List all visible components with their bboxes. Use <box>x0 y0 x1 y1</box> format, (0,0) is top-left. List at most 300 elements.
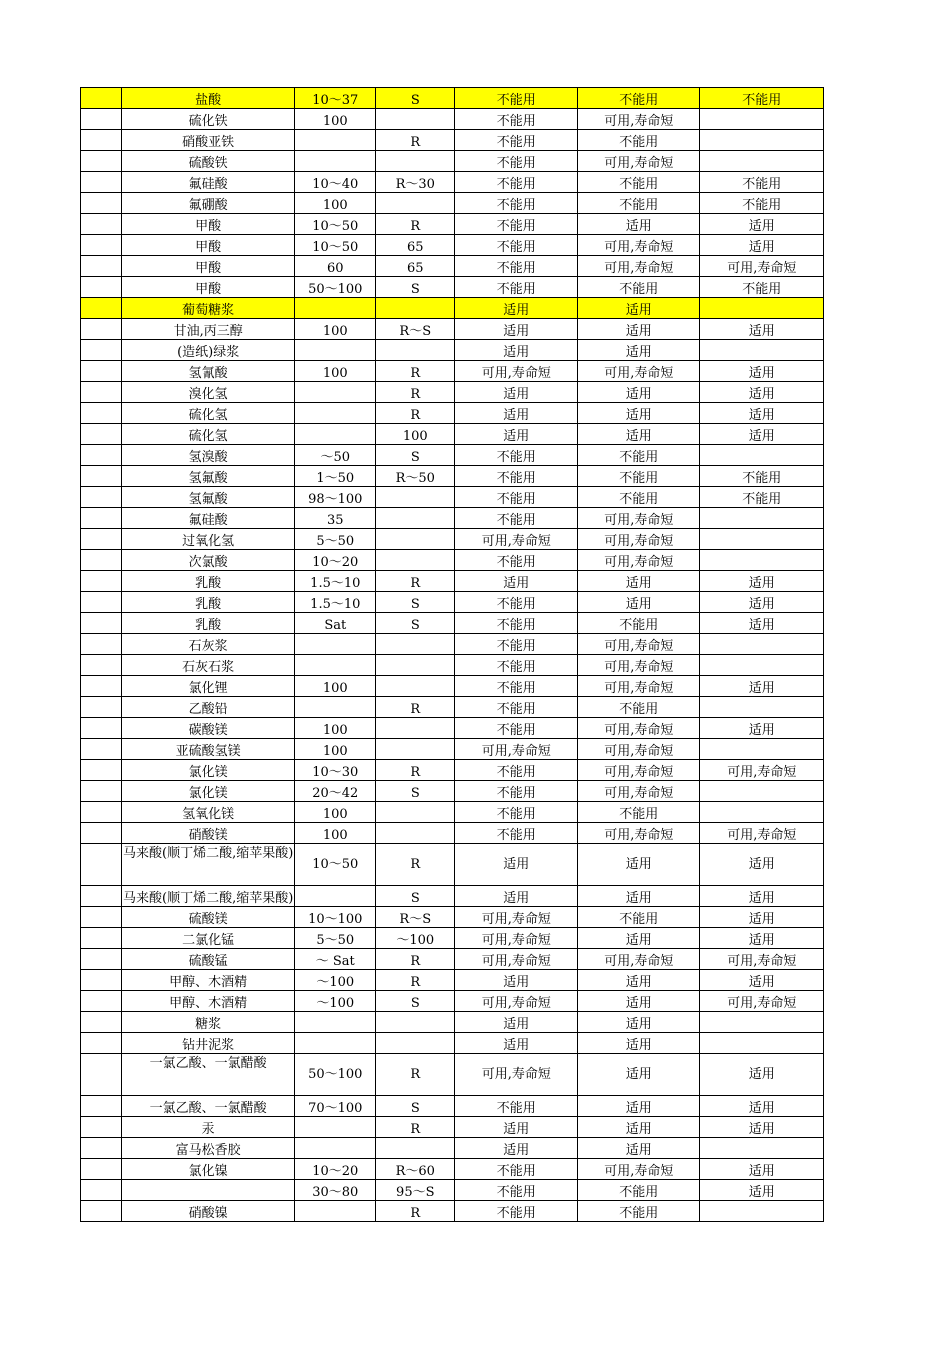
row-marker-cell <box>81 298 122 319</box>
table-row <box>81 676 824 697</box>
material-b-rating-cell: 不能用 <box>578 1201 700 1222</box>
temperature-cell <box>376 193 455 214</box>
concentration-cell: 10～50 <box>295 844 376 886</box>
chemical-name-cell: 盐酸 <box>122 88 295 109</box>
concentration-cell: 1.5～10 <box>295 592 376 613</box>
temperature-cell <box>376 823 455 844</box>
temperature-cell: S <box>376 991 455 1012</box>
table-row <box>81 193 824 214</box>
concentration-cell: 100 <box>295 718 376 739</box>
concentration-cell <box>295 634 376 655</box>
material-c-rating-cell: 适用 <box>700 235 824 256</box>
material-c-rating-cell: 适用 <box>700 403 824 424</box>
material-a-rating-cell: 可用,寿命短 <box>455 907 578 928</box>
row-marker-cell <box>81 466 122 487</box>
concentration-cell: 35 <box>295 508 376 529</box>
material-c-rating-cell <box>700 508 824 529</box>
row-marker-cell <box>81 130 122 151</box>
row-marker-cell <box>81 571 122 592</box>
concentration-cell: ～100 <box>295 991 376 1012</box>
material-a-rating-cell: 适用 <box>455 424 578 445</box>
material-b-rating-cell: 不能用 <box>578 445 700 466</box>
material-c-rating-cell: 适用 <box>700 718 824 739</box>
temperature-cell: R <box>376 571 455 592</box>
chemical-name-cell: 汞 <box>122 1117 295 1138</box>
table-row <box>81 130 824 151</box>
row-marker-cell <box>81 676 122 697</box>
chemical-name-cell: 硫化氢 <box>122 424 295 445</box>
concentration-cell: 10～100 <box>295 907 376 928</box>
concentration-cell: 100 <box>295 739 376 760</box>
chemical-name-cell: 乳酸 <box>122 571 295 592</box>
temperature-cell: S <box>376 781 455 802</box>
material-a-rating-cell: 不能用 <box>455 277 578 298</box>
material-a-rating-cell: 不能用 <box>455 130 578 151</box>
row-marker-cell <box>81 1033 122 1054</box>
material-a-rating-cell: 适用 <box>455 844 578 886</box>
row-marker-cell <box>81 718 122 739</box>
row-marker-cell <box>81 634 122 655</box>
concentration-cell: 98～100 <box>295 487 376 508</box>
material-a-rating-cell: 适用 <box>455 970 578 991</box>
table-row <box>81 424 824 445</box>
material-b-rating-cell: 适用 <box>578 1033 700 1054</box>
concentration-cell: 50～100 <box>295 1054 376 1096</box>
table-row <box>81 739 824 760</box>
chemical-name-cell: 硝酸镍 <box>122 1201 295 1222</box>
table-row <box>81 151 824 172</box>
concentration-cell: 50～100 <box>295 277 376 298</box>
table-row <box>81 1117 824 1138</box>
table-row <box>81 697 824 718</box>
material-a-rating-cell: 可用,寿命短 <box>455 949 578 970</box>
material-c-rating-cell: 适用 <box>700 1117 824 1138</box>
material-b-rating-cell: 可用,寿命短 <box>578 361 700 382</box>
table-row <box>81 382 824 403</box>
concentration-cell <box>295 886 376 907</box>
table-row <box>81 508 824 529</box>
material-b-rating-cell: 适用 <box>578 403 700 424</box>
material-compatibility-table <box>80 87 824 1222</box>
material-b-rating-cell: 适用 <box>578 319 700 340</box>
material-b-rating-cell: 不能用 <box>578 130 700 151</box>
table-row <box>81 88 824 109</box>
material-b-rating-cell: 适用 <box>578 214 700 235</box>
temperature-cell: S <box>376 613 455 634</box>
row-marker-cell <box>81 655 122 676</box>
material-b-rating-cell: 适用 <box>578 991 700 1012</box>
material-a-rating-cell: 不能用 <box>455 613 578 634</box>
material-a-rating-cell: 不能用 <box>455 235 578 256</box>
material-b-rating-cell: 不能用 <box>578 697 700 718</box>
temperature-cell <box>376 1012 455 1033</box>
material-c-rating-cell: 适用 <box>700 592 824 613</box>
table-row <box>81 340 824 361</box>
table-row <box>81 1159 824 1180</box>
material-b-rating-cell: 可用,寿命短 <box>578 760 700 781</box>
material-a-rating-cell: 不能用 <box>455 802 578 823</box>
chemical-name-cell: 硫酸铁 <box>122 151 295 172</box>
temperature-cell: R <box>376 949 455 970</box>
temperature-cell: R <box>376 214 455 235</box>
temperature-cell: R <box>376 403 455 424</box>
material-a-rating-cell: 可用,寿命短 <box>455 991 578 1012</box>
material-c-rating-cell: 可用,寿命短 <box>700 760 824 781</box>
material-c-rating-cell: 不能用 <box>700 172 824 193</box>
chemical-name-cell: 过氧化氢 <box>122 529 295 550</box>
chemical-name-cell: 乙酸铅 <box>122 697 295 718</box>
table-row <box>81 550 824 571</box>
chemical-name-cell: 氢氟酸 <box>122 466 295 487</box>
table-row <box>81 319 824 340</box>
material-b-rating-cell: 不能用 <box>578 907 700 928</box>
chemical-name-cell: 石灰石浆 <box>122 655 295 676</box>
chemical-name-cell: 一氯乙酸、一氯醋酸 <box>122 1096 295 1117</box>
row-marker-cell <box>81 781 122 802</box>
row-marker-cell <box>81 886 122 907</box>
table-row <box>81 256 824 277</box>
temperature-cell: R <box>376 1117 455 1138</box>
material-c-rating-cell: 适用 <box>700 1180 824 1201</box>
table-row <box>81 949 824 970</box>
temperature-cell: 95～S <box>376 1180 455 1201</box>
row-marker-cell <box>81 508 122 529</box>
chemical-name-cell: (造纸)绿浆 <box>122 340 295 361</box>
concentration-cell: 100 <box>295 361 376 382</box>
temperature-cell: R～S <box>376 319 455 340</box>
row-marker-cell <box>81 235 122 256</box>
table-row <box>81 235 824 256</box>
table-row <box>81 634 824 655</box>
temperature-cell: 65 <box>376 256 455 277</box>
temperature-cell <box>376 802 455 823</box>
material-a-rating-cell: 不能用 <box>455 508 578 529</box>
material-a-rating-cell: 可用,寿命短 <box>455 361 578 382</box>
temperature-cell <box>376 151 455 172</box>
chemical-name-cell: 马来酸(顺丁烯二酸,缩苹果酸) <box>122 886 295 907</box>
row-marker-cell <box>81 613 122 634</box>
table-row <box>81 886 824 907</box>
concentration-cell <box>295 655 376 676</box>
row-marker-cell <box>81 487 122 508</box>
material-a-rating-cell: 不能用 <box>455 634 578 655</box>
chemical-name-cell: 石灰浆 <box>122 634 295 655</box>
concentration-cell <box>295 130 376 151</box>
temperature-cell: R <box>376 130 455 151</box>
material-c-rating-cell: 不能用 <box>700 466 824 487</box>
row-marker-cell <box>81 1201 122 1222</box>
table-row <box>81 1012 824 1033</box>
row-marker-cell <box>81 340 122 361</box>
concentration-cell: 10～50 <box>295 214 376 235</box>
material-a-rating-cell: 不能用 <box>455 823 578 844</box>
material-a-rating-cell: 不能用 <box>455 88 578 109</box>
material-a-rating-cell: 适用 <box>455 1138 578 1159</box>
row-marker-cell <box>81 760 122 781</box>
table-row <box>81 277 824 298</box>
table-row <box>81 718 824 739</box>
chemical-name-cell: 马来酸(顺丁烯二酸,缩苹果酸) <box>122 844 295 886</box>
material-b-rating-cell: 可用,寿命短 <box>578 781 700 802</box>
material-b-rating-cell: 适用 <box>578 970 700 991</box>
material-b-rating-cell: 不能用 <box>578 802 700 823</box>
material-a-rating-cell: 不能用 <box>455 445 578 466</box>
material-c-rating-cell <box>700 529 824 550</box>
table-row <box>81 1201 824 1222</box>
material-c-rating-cell: 不能用 <box>700 193 824 214</box>
temperature-cell: S <box>376 1096 455 1117</box>
table-row <box>81 214 824 235</box>
temperature-cell: R～60 <box>376 1159 455 1180</box>
chemical-name-cell: 硝酸亚铁 <box>122 130 295 151</box>
table-row <box>81 655 824 676</box>
chemical-name-cell: 溴化氢 <box>122 382 295 403</box>
row-marker-cell <box>81 907 122 928</box>
chemical-name-cell: 甲酸 <box>122 256 295 277</box>
row-marker-cell <box>81 1138 122 1159</box>
material-c-rating-cell: 适用 <box>700 844 824 886</box>
chemical-name-cell: 甘油,丙三醇 <box>122 319 295 340</box>
chemical-name-cell: 氢溴酸 <box>122 445 295 466</box>
chemical-name-cell: 乳酸 <box>122 592 295 613</box>
material-b-rating-cell: 可用,寿命短 <box>578 151 700 172</box>
material-a-rating-cell: 不能用 <box>455 151 578 172</box>
material-b-rating-cell: 可用,寿命短 <box>578 949 700 970</box>
row-marker-cell <box>81 697 122 718</box>
material-b-rating-cell: 可用,寿命短 <box>578 655 700 676</box>
concentration-cell: 100 <box>295 319 376 340</box>
material-b-rating-cell: 可用,寿命短 <box>578 529 700 550</box>
chemical-name-cell <box>122 1180 295 1201</box>
row-marker-cell <box>81 1012 122 1033</box>
concentration-cell <box>295 382 376 403</box>
table-row <box>81 781 824 802</box>
material-c-rating-cell <box>700 550 824 571</box>
row-marker-cell <box>81 823 122 844</box>
temperature-cell: R～S <box>376 907 455 928</box>
material-c-rating-cell: 适用 <box>700 424 824 445</box>
material-c-rating-cell <box>700 739 824 760</box>
concentration-cell: 100 <box>295 823 376 844</box>
material-a-rating-cell: 不能用 <box>455 193 578 214</box>
material-a-rating-cell: 不能用 <box>455 109 578 130</box>
temperature-cell: R～50 <box>376 466 455 487</box>
material-c-rating-cell <box>700 130 824 151</box>
concentration-cell: ～50 <box>295 445 376 466</box>
row-marker-cell <box>81 802 122 823</box>
material-a-rating-cell: 不能用 <box>455 214 578 235</box>
chemical-name-cell: 乳酸 <box>122 613 295 634</box>
chemical-name-cell: 氢氧化镁 <box>122 802 295 823</box>
material-a-rating-cell: 适用 <box>455 319 578 340</box>
chemical-name-cell: 碳酸镁 <box>122 718 295 739</box>
row-marker-cell <box>81 739 122 760</box>
concentration-cell <box>295 1012 376 1033</box>
chemical-name-cell: 葡萄糖浆 <box>122 298 295 319</box>
row-marker-cell <box>81 991 122 1012</box>
row-marker-cell <box>81 928 122 949</box>
temperature-cell: S <box>376 592 455 613</box>
material-b-rating-cell: 不能用 <box>578 193 700 214</box>
material-a-rating-cell: 不能用 <box>455 487 578 508</box>
material-a-rating-cell: 不能用 <box>455 676 578 697</box>
material-c-rating-cell: 适用 <box>700 886 824 907</box>
chemical-name-cell: 一氯乙酸、一氯醋酸 <box>122 1054 295 1096</box>
row-marker-cell <box>81 88 122 109</box>
temperature-cell: S <box>376 88 455 109</box>
table-row <box>81 1138 824 1159</box>
table-row <box>81 1180 824 1201</box>
chemical-name-cell: 甲醇、木酒精 <box>122 991 295 1012</box>
concentration-cell: 60 <box>295 256 376 277</box>
temperature-cell: S <box>376 445 455 466</box>
table-row <box>81 1054 824 1096</box>
table-row <box>81 361 824 382</box>
row-marker-cell <box>81 592 122 613</box>
material-b-rating-cell: 可用,寿命短 <box>578 508 700 529</box>
row-marker-cell <box>81 1180 122 1201</box>
row-marker-cell <box>81 445 122 466</box>
concentration-cell <box>295 697 376 718</box>
material-a-rating-cell: 适用 <box>455 382 578 403</box>
material-b-rating-cell: 不能用 <box>578 613 700 634</box>
table-row <box>81 1096 824 1117</box>
concentration-cell: 100 <box>295 676 376 697</box>
temperature-cell: R～30 <box>376 172 455 193</box>
concentration-cell <box>295 1117 376 1138</box>
temperature-cell: R <box>376 697 455 718</box>
table-row <box>81 760 824 781</box>
material-b-rating-cell: 适用 <box>578 592 700 613</box>
material-a-rating-cell: 可用,寿命短 <box>455 739 578 760</box>
chemical-name-cell: 氟硅酸 <box>122 508 295 529</box>
temperature-cell: R <box>376 1054 455 1096</box>
material-c-rating-cell: 适用 <box>700 1054 824 1096</box>
temperature-cell: S <box>376 277 455 298</box>
table-body <box>81 88 824 1222</box>
material-b-rating-cell: 不能用 <box>578 466 700 487</box>
material-c-rating-cell: 适用 <box>700 1159 824 1180</box>
temperature-cell: 100 <box>376 424 455 445</box>
material-a-rating-cell: 不能用 <box>455 760 578 781</box>
material-a-rating-cell: 可用,寿命短 <box>455 928 578 949</box>
concentration-cell: 100 <box>295 109 376 130</box>
material-c-rating-cell: 可用,寿命短 <box>700 949 824 970</box>
material-b-rating-cell: 适用 <box>578 928 700 949</box>
concentration-cell <box>295 424 376 445</box>
material-b-rating-cell: 适用 <box>578 1117 700 1138</box>
chemical-name-cell: 钻井泥浆 <box>122 1033 295 1054</box>
material-c-rating-cell <box>700 1201 824 1222</box>
material-a-rating-cell: 适用 <box>455 1117 578 1138</box>
material-c-rating-cell: 适用 <box>700 907 824 928</box>
material-b-rating-cell: 适用 <box>578 1054 700 1096</box>
material-a-rating-cell: 不能用 <box>455 1180 578 1201</box>
table-row <box>81 970 824 991</box>
temperature-cell <box>376 529 455 550</box>
temperature-cell <box>376 676 455 697</box>
material-c-rating-cell: 适用 <box>700 970 824 991</box>
chemical-name-cell: 氢氰酸 <box>122 361 295 382</box>
material-b-rating-cell: 可用,寿命短 <box>578 1159 700 1180</box>
concentration-cell <box>295 1033 376 1054</box>
concentration-cell: 10～40 <box>295 172 376 193</box>
material-b-rating-cell: 不能用 <box>578 172 700 193</box>
row-marker-cell <box>81 403 122 424</box>
material-a-rating-cell: 不能用 <box>455 781 578 802</box>
material-c-rating-cell: 适用 <box>700 571 824 592</box>
table-row <box>81 487 824 508</box>
material-c-rating-cell: 不能用 <box>700 277 824 298</box>
temperature-cell <box>376 739 455 760</box>
material-c-rating-cell: 不能用 <box>700 487 824 508</box>
material-b-rating-cell: 可用,寿命短 <box>578 235 700 256</box>
material-c-rating-cell <box>700 781 824 802</box>
material-b-rating-cell: 适用 <box>578 886 700 907</box>
material-c-rating-cell <box>700 1138 824 1159</box>
material-b-rating-cell: 可用,寿命短 <box>578 739 700 760</box>
concentration-cell <box>295 1138 376 1159</box>
chemical-name-cell: 氯化锂 <box>122 676 295 697</box>
chemical-name-cell: 亚硫酸氢镁 <box>122 739 295 760</box>
material-c-rating-cell <box>700 802 824 823</box>
material-b-rating-cell: 适用 <box>578 844 700 886</box>
table-row <box>81 109 824 130</box>
table-row <box>81 592 824 613</box>
temperature-cell: R <box>376 361 455 382</box>
concentration-cell: 20～42 <box>295 781 376 802</box>
material-b-rating-cell: 可用,寿命短 <box>578 718 700 739</box>
chemical-name-cell: 甲醇、木酒精 <box>122 970 295 991</box>
table-row <box>81 823 824 844</box>
table-row <box>81 1033 824 1054</box>
material-b-rating-cell: 可用,寿命短 <box>578 823 700 844</box>
material-c-rating-cell <box>700 109 824 130</box>
chemical-name-cell: 甲酸 <box>122 214 295 235</box>
row-marker-cell <box>81 361 122 382</box>
chemical-name-cell: 糖浆 <box>122 1012 295 1033</box>
material-c-rating-cell <box>700 697 824 718</box>
row-marker-cell <box>81 172 122 193</box>
table-row <box>81 991 824 1012</box>
material-b-rating-cell: 不能用 <box>578 88 700 109</box>
chemical-name-cell: 氯化镁 <box>122 781 295 802</box>
material-b-rating-cell: 适用 <box>578 1012 700 1033</box>
temperature-cell: R <box>376 1201 455 1222</box>
material-b-rating-cell: 可用,寿命短 <box>578 256 700 277</box>
material-a-rating-cell: 不能用 <box>455 1159 578 1180</box>
material-c-rating-cell: 可用,寿命短 <box>700 256 824 277</box>
material-a-rating-cell: 适用 <box>455 1012 578 1033</box>
material-c-rating-cell: 适用 <box>700 361 824 382</box>
material-c-rating-cell: 可用,寿命短 <box>700 991 824 1012</box>
temperature-cell: R <box>376 844 455 886</box>
material-a-rating-cell: 不能用 <box>455 550 578 571</box>
row-marker-cell <box>81 256 122 277</box>
table-row <box>81 802 824 823</box>
chemical-name-cell: 硫酸镁 <box>122 907 295 928</box>
material-b-rating-cell: 可用,寿命短 <box>578 634 700 655</box>
material-c-rating-cell: 适用 <box>700 928 824 949</box>
temperature-cell: 65 <box>376 235 455 256</box>
material-c-rating-cell <box>700 655 824 676</box>
concentration-cell: 5～50 <box>295 529 376 550</box>
row-marker-cell <box>81 277 122 298</box>
temperature-cell: R <box>376 382 455 403</box>
material-b-rating-cell: 适用 <box>578 1138 700 1159</box>
material-a-rating-cell: 不能用 <box>455 172 578 193</box>
chemical-name-cell: 二氯化锰 <box>122 928 295 949</box>
